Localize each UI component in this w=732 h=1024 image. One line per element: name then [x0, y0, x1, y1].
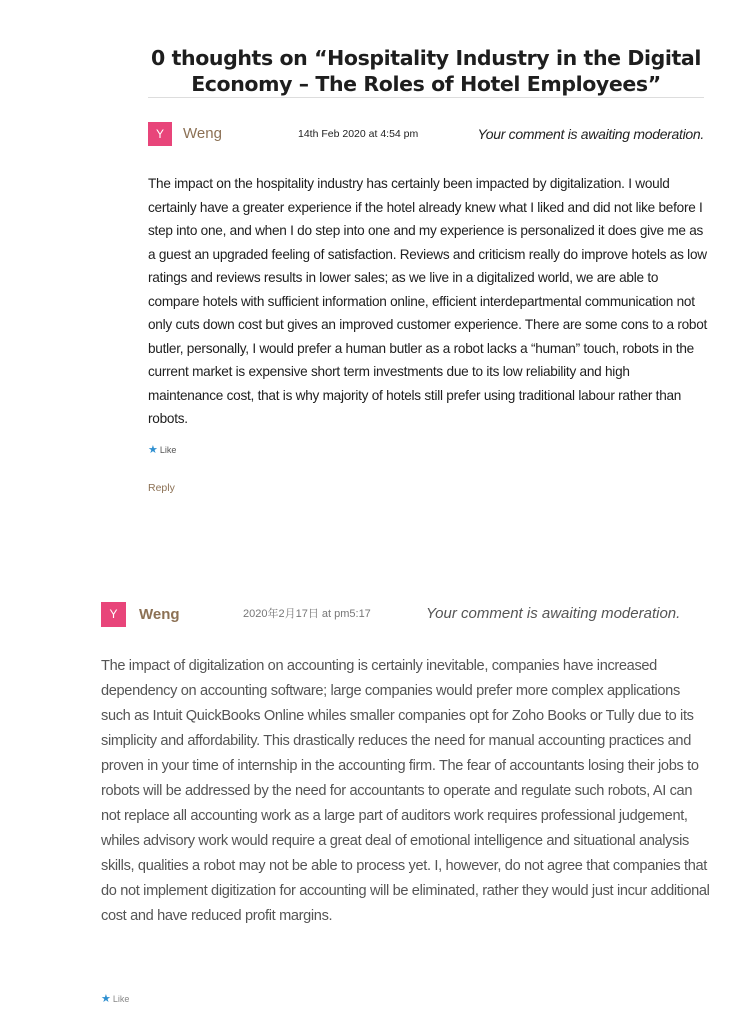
comment-body: The impact of digitalization on accounting is certainly inevitable, companies have increased dependency on accounting software; large companies would prefer more complex applications such as Intuit QuickBooks Online whiles smaller companies opt for Zoho Books or Tully due to its simplicity and affordability. This drastically reduces the need for manual accounting practices and proven in your time of internship in the accounting firm. The fear of accountants losing their jobs to robots will be addressed by the need for accountants to operate and regulate such robots, AI can not replace all accounting work as a large part of auditors work requires professional judgement, whiles advisory work would require a great deal of emotional intelligence and situational analysis skills, qualities a robot may not be able to process yet. I, however, do not agree that companies that do not implement digitization for accounting will be eliminated, rather they would just incur additional cost and have reduced profit margins. [101, 658, 710, 924]
comments-title: 0 thoughts on “Hospitality Industry in the Digital Economy – The Roles of Hotel Employees” [151, 46, 701, 96]
divider [148, 97, 704, 98]
like-button[interactable] [148, 443, 176, 457]
moderation-notice: Your comment is awaiting moderation. [477, 126, 704, 142]
star-icon: ★ [101, 993, 111, 1005]
avatar: Y [101, 602, 126, 627]
star-icon: ★ [148, 444, 158, 456]
comment-date[interactable]: 2020年2月17日 at pm5:17 [243, 608, 371, 620]
avatar: Y [148, 122, 172, 146]
comment-header [148, 122, 704, 146]
comment-body: The impact on the hospitality industry has certainly been impacted by digitalization. I would certainly have a greater experience if the hotel already knew what I liked and did not like before I step into one, and when I do step into one and my experience is personalized it does give me as a guest an upgraded feeling of satisfaction. Reviews and criticism really do improve hotels as low ratings and reviews results in lower sales; as we live in a digitalized world, we are able to compare hotels with sufficient information online, efficient interdepartmental communication not only cuts down cost but gives an improved customer experience. There are some cons to a robot butler, personally, I would prefer a human butler as a robot lacks a “human” touch, robots in the current market is expensive short term investments due to its low reliability and high maintenance cost, that is why majority of hotels still prefer using traditional labour rather than robots. [148, 176, 708, 426]
comment-date[interactable]: 14th Feb 2020 at 4:54 pm [298, 128, 419, 140]
comment-author[interactable]: Weng [139, 606, 180, 623]
like-label: Like [112, 994, 130, 1004]
reply-link[interactable]: Reply [148, 482, 175, 494]
like-button[interactable] [101, 992, 129, 1006]
moderation-notice: Your comment is awaiting moderation. [426, 605, 681, 622]
comment-author[interactable]: Weng [183, 125, 222, 142]
comment-header [101, 602, 691, 627]
like-label: Like [159, 445, 177, 455]
